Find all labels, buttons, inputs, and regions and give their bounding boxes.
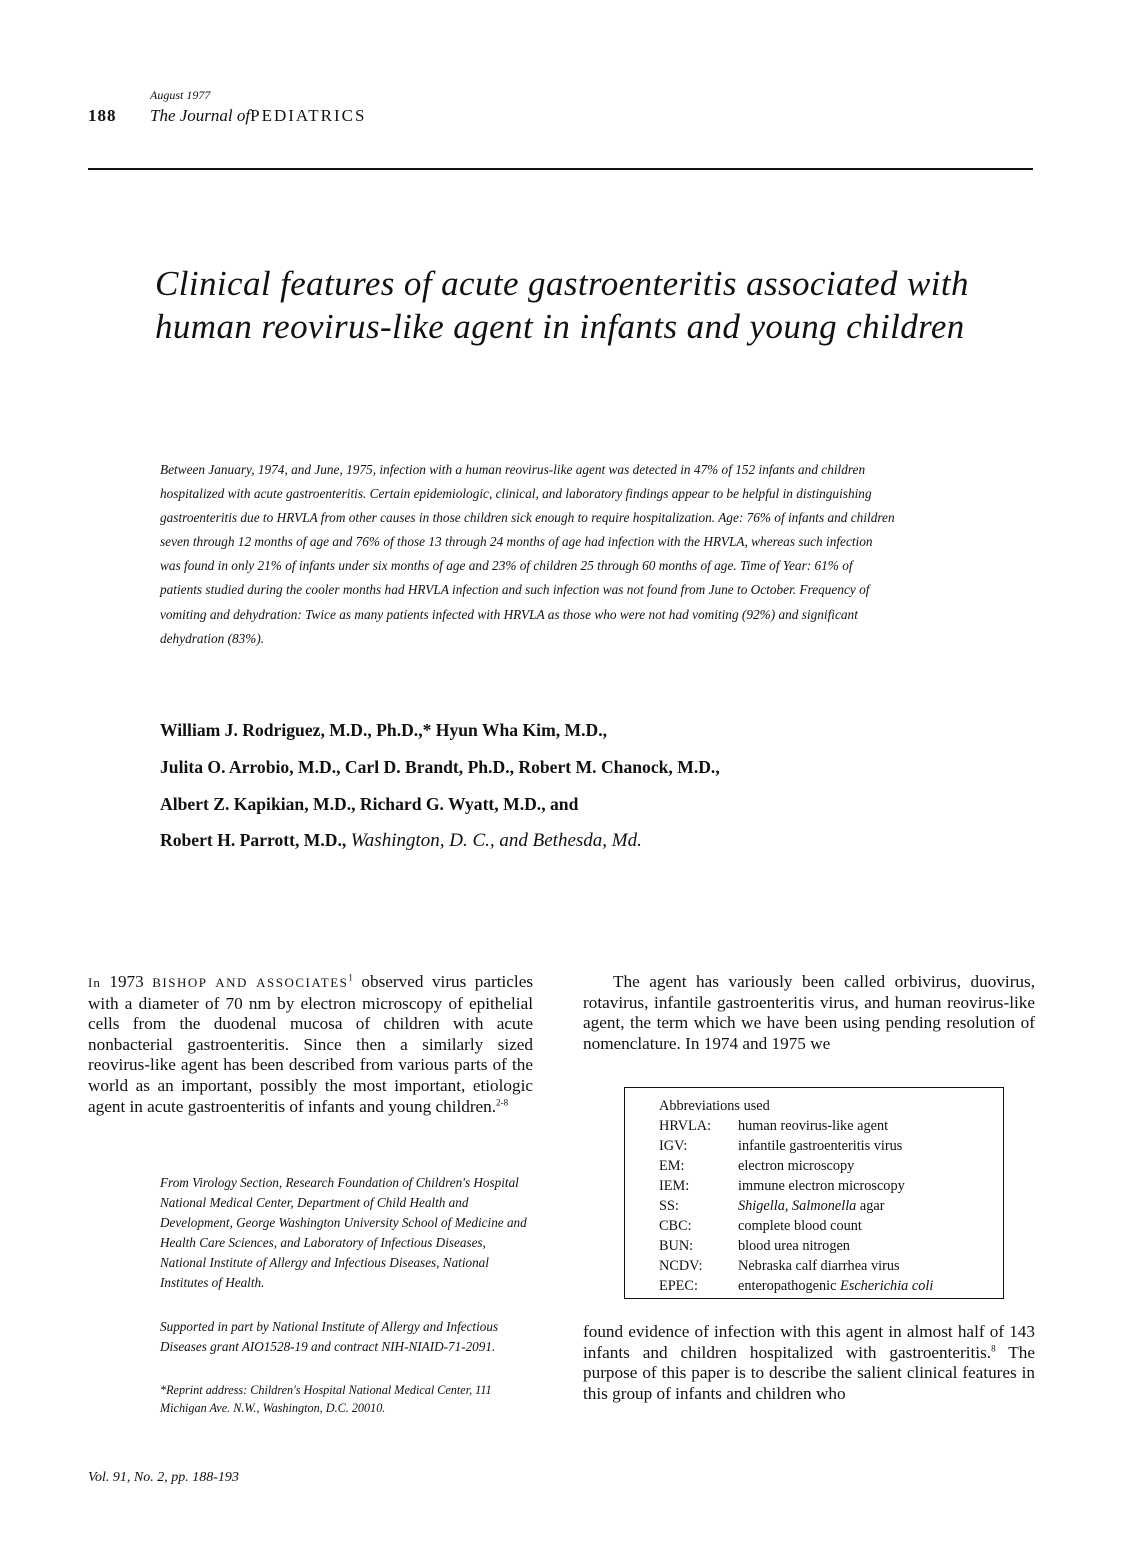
abbreviation-row: [659, 1276, 993, 1296]
affiliation-footnote: From Virology Section, Research Foundation of Children's Hospital National Medical Center, Department of Child Health and Development, George Washington University School of Medicine and Health Care Sciences, and Laboratory of Infectious Diseases, National Institute of Allergy and Infectious Diseases, National Institutes of Health.: [160, 1175, 527, 1290]
page-number: 188: [88, 106, 117, 125]
intro-year: 1973: [109, 972, 144, 991]
author-locations: Washington, D. C., and Bethesda, Md.: [350, 830, 642, 851]
intro-text: observed virus particles with a diameter of 70 nm by electron microscopy of epithelial cells from the duodenal mucosa of children with acute nonbacterial gastroenteritis. Since then a similarly sized reovirus-like agent has been described from various parts of the world as an important, possibly the most important, etiologic agent in acute gastroenteritis of infants and young children.: [88, 972, 534, 1116]
body-paragraph-2-a: found evidence of infection with this agent in almost half of 143 infants and children hospitalized with gastroenteritis.: [583, 1322, 1035, 1362]
abbreviation-key: EPEC:: [659, 1278, 698, 1294]
intro-paragraph: [88, 972, 533, 1117]
abbreviation-value-pre: enteropathogenic: [738, 1278, 841, 1294]
abbreviation-key: BUN:: [659, 1238, 694, 1254]
journal-prefix: The Journal: [150, 106, 233, 125]
reference-sup-8: 8: [991, 1342, 996, 1353]
abbreviation-value: [738, 1276, 993, 1296]
abbreviation-value-italic: Escherichia coli: [840, 1278, 934, 1294]
article-title: Clinical features of acute gastroenteritis associated with human reovirus-like agent in infants and young children: [155, 264, 969, 346]
abbreviation-key: CBC:: [659, 1218, 692, 1234]
journal-of: of: [236, 106, 251, 125]
reference-sup-1: 1: [348, 972, 353, 983]
abbreviation-value: Nebraska calf diarrhea virus: [738, 1258, 900, 1274]
author-last-name: Robert H. Parrott, M.D.,: [160, 830, 347, 850]
volume-citation: Vol. 91, No. 2, pp. 188-193: [88, 1470, 239, 1485]
abbreviation-key: NCDV:: [659, 1258, 703, 1274]
abbreviation-value-rest: agar: [856, 1198, 885, 1214]
author-line-4: [160, 830, 642, 852]
journal-name: PEDIATRICS: [250, 106, 367, 125]
abbreviation-row: [659, 1176, 993, 1196]
abbreviation-key: IEM:: [659, 1178, 690, 1194]
abbreviation-key: SS:: [659, 1198, 679, 1214]
intro-lead-in: In: [88, 975, 101, 990]
body-paragraph-1: The agent has variously been called orbivirus, duovirus, rotavirus, infantile gastroenteritis virus, and human reovirus-like agent, the term which we have been using pending resolution of nomenclature. In 1974 and 1975 we: [583, 972, 1035, 1053]
journal-title: [150, 106, 366, 126]
intro-smallcaps: BISHOP AND ASSOCIATES: [152, 975, 349, 990]
abbreviation-row: [659, 1216, 993, 1236]
author-line-2: Julita O. Arrobio, M.D., Carl D. Brandt, Ph.D., Robert M. Chanock, M.D.,: [160, 757, 720, 777]
abstract: Between January, 1974, and June, 1975, infection with a human reovirus-like agent was detected in 47% of 152 infants and children hospitalized with acute gastroenteritis. Certain epidemiologic, clinical, and laboratory findings appear to be helpful in distinguishing gastroenteritis due to HRVLA from other causes in those children sick enough to require hospitalization. Age: 76% of infants and children seven through 12 months of age and 76% of those 13 through 24 months of age had infection with the HRVLA, whereas such infection was found in only 21% of infants under six months of age and 23% of children 25 through 60 months of age. Time of Year: 61% of patients studied during the cooler months had HRVLA infection and such infection was not found from June to October. Frequency of vomiting and dehydration: Twice as many patients infected with HRVLA as those who were not had vomiting (92%) and significant dehydration (83%).: [160, 462, 895, 646]
abbreviation-row: [659, 1236, 993, 1256]
abbreviation-value: [738, 1196, 993, 1216]
abbreviation-value: human reovirus-like agent: [738, 1118, 889, 1134]
abbreviation-row: [659, 1156, 993, 1176]
abbreviation-value: blood urea nitrogen: [738, 1238, 850, 1254]
abbreviation-row: [659, 1136, 993, 1156]
reference-sup-2-8: 2-8: [496, 1096, 509, 1107]
abbreviation-value: immune electron microscopy: [738, 1178, 905, 1194]
issue-date: August 1977: [150, 88, 211, 102]
abbreviation-row: [659, 1116, 993, 1136]
abbreviations-box: [624, 1087, 1004, 1299]
support-footnote: Supported in part by National Institute of Allergy and Infectious Diseases grant AIO1528-19 and contract NIH-NIAID-71-2091.: [160, 1319, 499, 1354]
abbreviation-value: electron microscopy: [738, 1158, 855, 1174]
abbreviation-key: HRVLA:: [659, 1118, 712, 1134]
abbreviation-value: infantile gastroenteritis virus: [738, 1138, 903, 1154]
abbreviation-value: complete blood count: [738, 1218, 862, 1234]
abbreviation-key: IGV:: [659, 1138, 688, 1154]
body-paragraph-2: [583, 1322, 1035, 1404]
body-paragraph-2-b: The purpose of this paper is to describe the salient clinical features in this group of infants and children who: [583, 1342, 1035, 1403]
abbreviation-key: EM:: [659, 1158, 685, 1174]
abbreviations-heading: Abbreviations used: [659, 1098, 770, 1114]
abbreviation-row: [659, 1196, 993, 1216]
author-line-3: Albert Z. Kapikian, M.D., Richard G. Wyatt, M.D., and: [160, 794, 579, 814]
reprint-footnote: *Reprint address: Children's Hospital National Medical Center, 111 Michigan Ave. N.W., Washington, D.C. 20010.: [160, 1383, 492, 1415]
author-line-1: William J. Rodriguez, M.D., Ph.D.,* Hyun Wha Kim, M.D.,: [160, 720, 608, 740]
abbreviation-row: [659, 1256, 993, 1276]
header-rule: [88, 168, 1033, 170]
abbreviation-value-italic: Shigella, Salmonella: [738, 1198, 857, 1214]
